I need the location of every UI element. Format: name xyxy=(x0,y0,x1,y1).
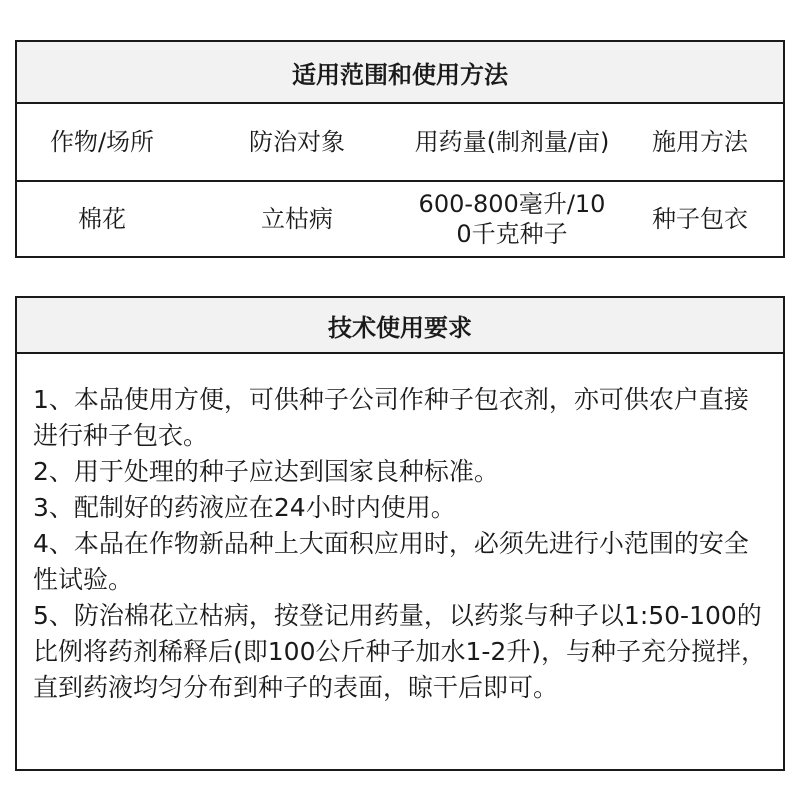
usage-table xyxy=(15,40,785,258)
list-item: 2、用于处理的种子应达到国家良种标准。 xyxy=(33,457,499,486)
list-item: 3、配制好的药液应在24小时内使用。 xyxy=(33,493,456,522)
cell-target: 立枯病 xyxy=(261,205,333,233)
table-row xyxy=(17,182,783,256)
header-dosage: 用药量(制剂量/亩) xyxy=(414,128,610,156)
list-item: 4、本品在作物新品种上大面积应用时，必须先进行小范围的安全性试验。 xyxy=(33,529,749,594)
requirements-list xyxy=(17,354,783,706)
cell-dosage: 600-800毫升/100千克种子 xyxy=(418,190,606,248)
cell-crop: 棉花 xyxy=(78,205,126,233)
requirements-title: 技术使用要求 xyxy=(17,298,783,354)
list-item: 1、本品使用方便，可供种子公司作种子包衣剂，亦可供农户直接进行种子包衣。 xyxy=(33,385,749,450)
cell-method: 种子包衣 xyxy=(652,205,748,233)
header-method: 施用方法 xyxy=(652,128,748,156)
requirements-box xyxy=(15,296,785,771)
header-target: 防治对象 xyxy=(249,128,345,156)
usage-table-title: 适用范围和使用方法 xyxy=(17,42,783,104)
list-item: 5、防治棉花立枯病，按登记用药量，以药浆与种子以1:50-100的比例将药剂稀释后(即100公斤种子加水1-2升)，与种子充分搅拌，直到药液均匀分布到种子的表面，晾干后即可。 xyxy=(33,601,767,702)
usage-table-header-row xyxy=(17,104,783,182)
header-crop: 作物/场所 xyxy=(49,128,155,156)
